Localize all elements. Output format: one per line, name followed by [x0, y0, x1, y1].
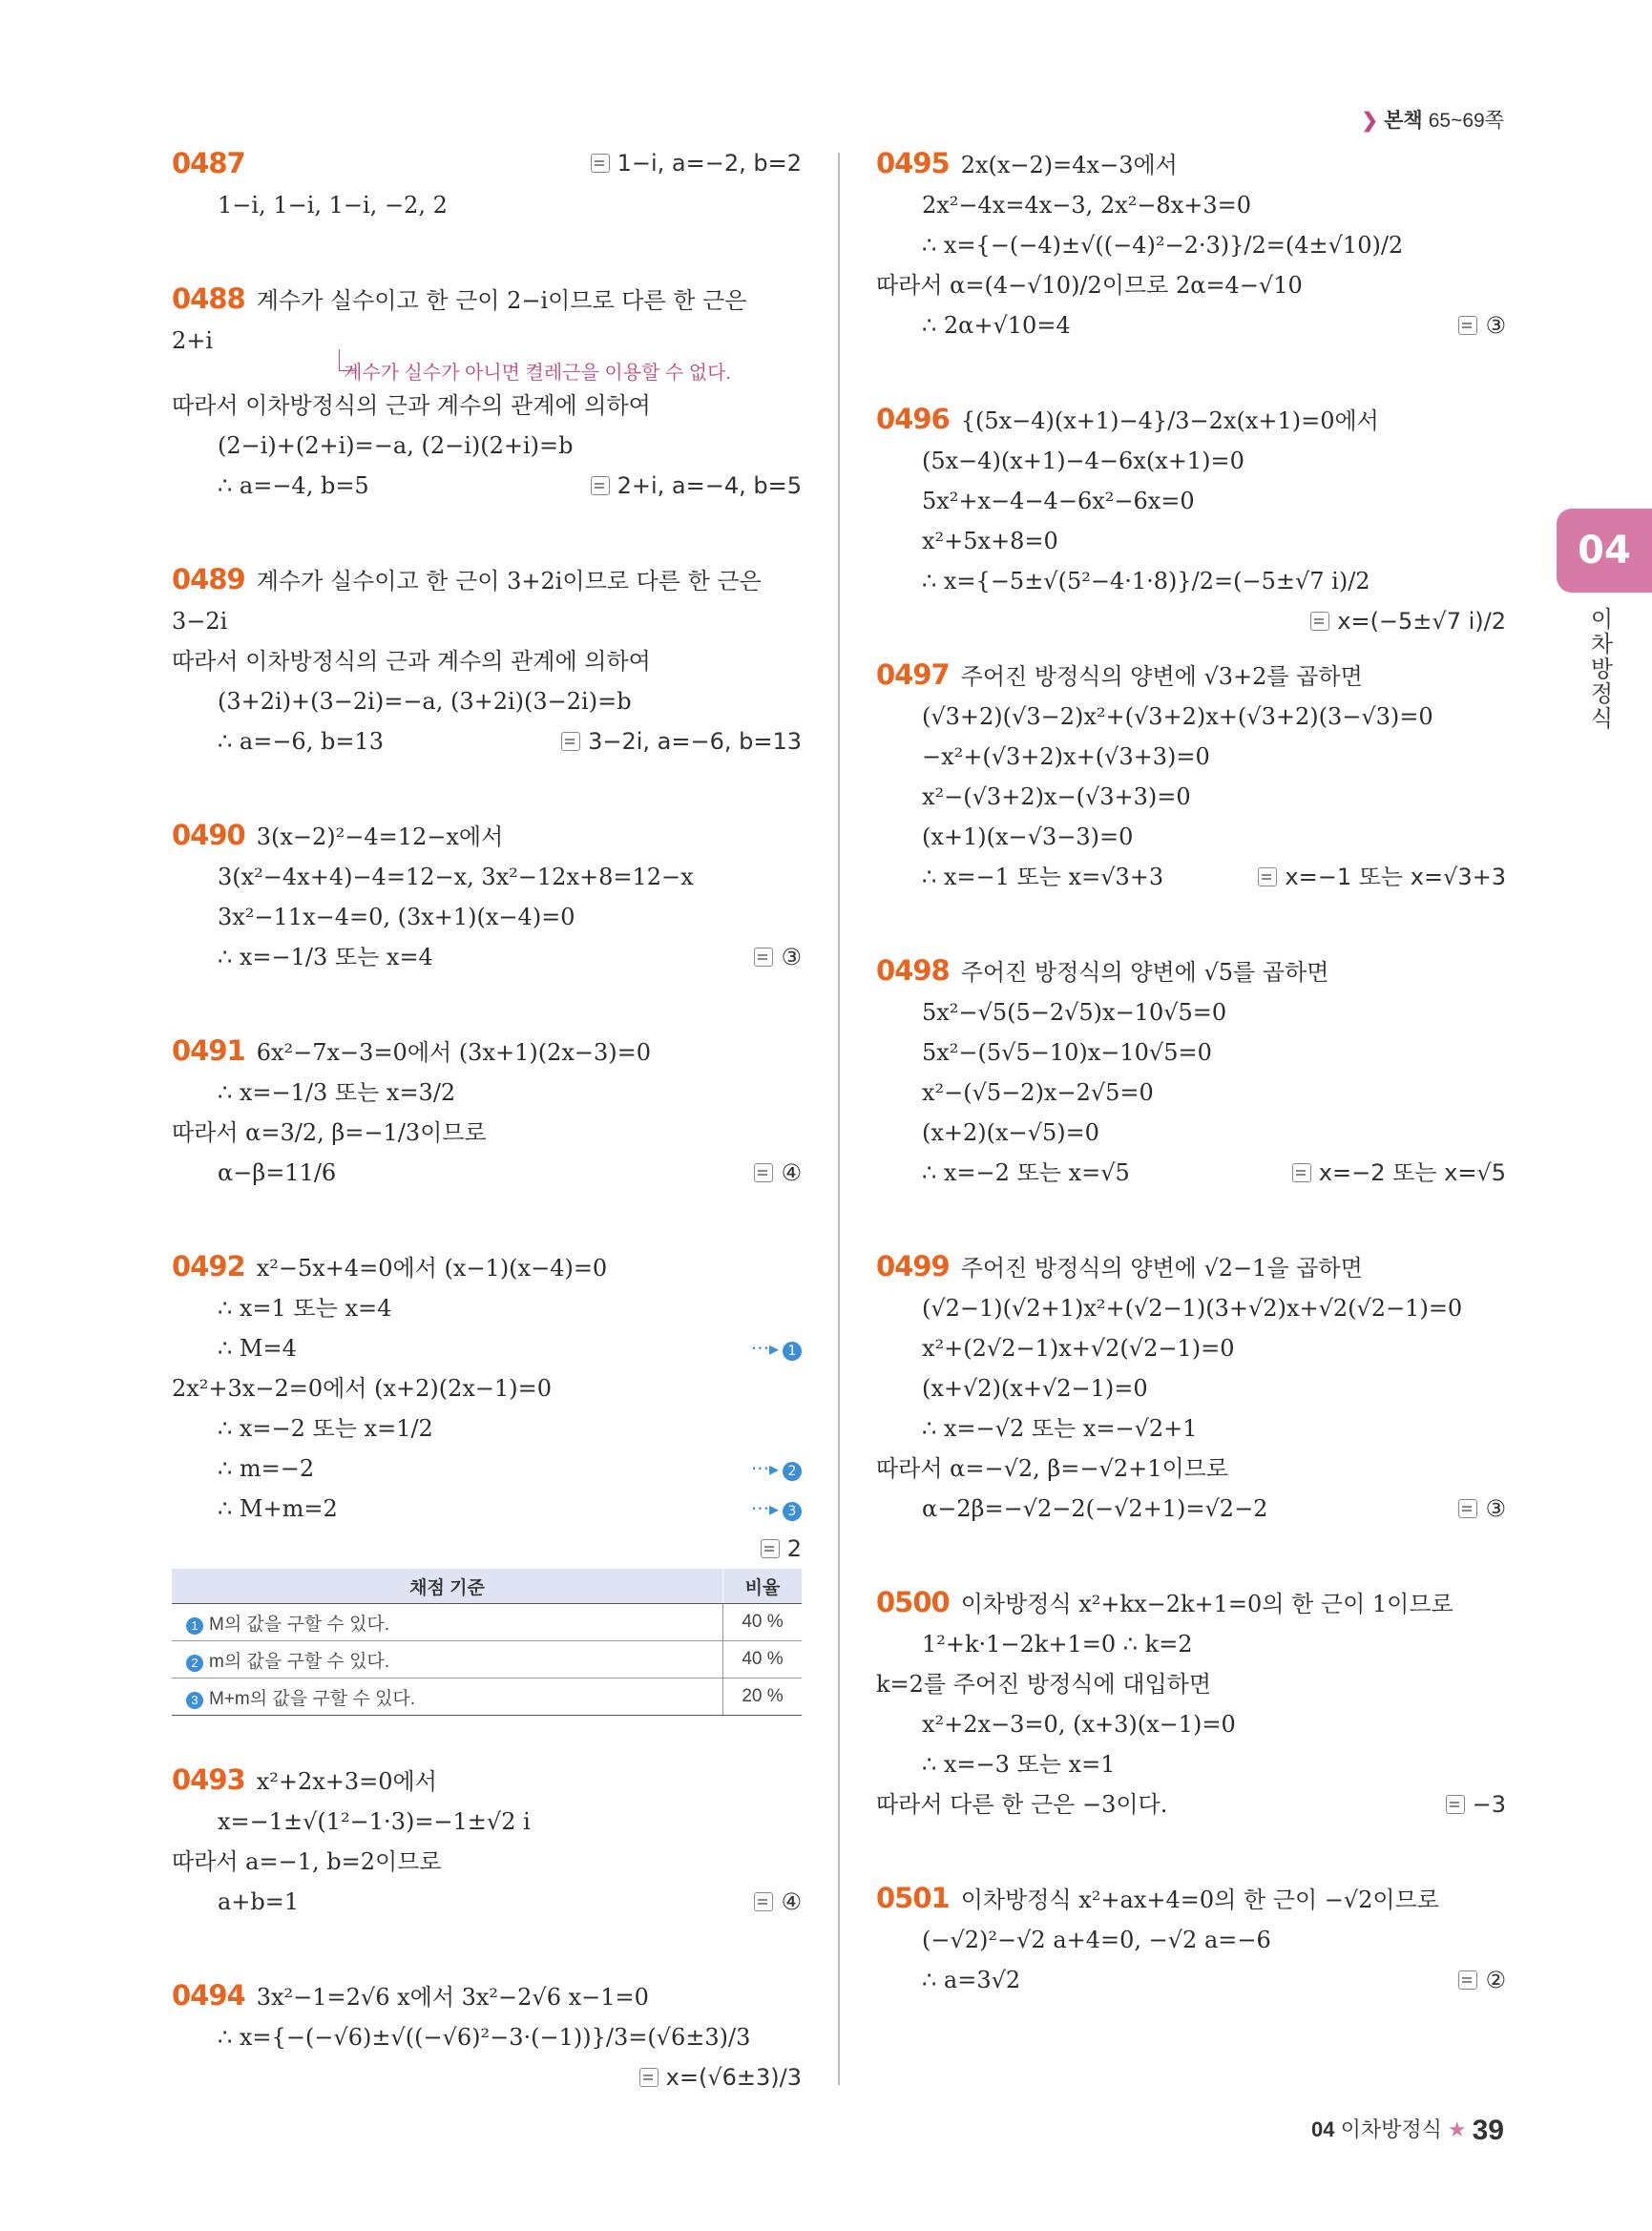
scoring-row — [172, 1604, 802, 1641]
line-text: (√2−1)(√2+1)x²+(√2−1)(3+√2)x+√2(√2−1)=0 — [922, 1295, 1463, 1322]
answer-text: 2+i, a=−4, b=5 — [617, 472, 802, 499]
answer-mark-icon — [1458, 1499, 1477, 1518]
solution-line — [172, 681, 802, 721]
solution-line — [876, 1032, 1506, 1073]
answer-mark-icon — [1292, 1163, 1311, 1182]
problem-number: 0498 — [876, 954, 950, 987]
answer-text: ② — [1485, 1967, 1506, 1993]
line-text: 1−i, 1−i, 1−i, −2, 2 — [218, 192, 448, 219]
answer-mark-icon — [754, 1892, 773, 1911]
line-text: ∴ x=−1/3 또는 x=3/2 — [218, 1079, 456, 1106]
answer-mark-icon — [561, 732, 580, 751]
line-text: 3(x²−4x+4)−4=12−x, 3x²−12x+8=12−x — [218, 864, 694, 890]
line-text: ∴ x=−2 또는 x=1/2 — [218, 1415, 433, 1442]
solution-line — [172, 1073, 802, 1113]
step-marker: ···▸ 1 — [751, 1328, 802, 1368]
answer — [639, 2057, 802, 2097]
line-text: ∴ x={−(−4)±√((−4)²−2·3)}/2=(4±√10)/2 — [922, 232, 1404, 259]
solution-line — [172, 857, 802, 897]
problem-0489 — [172, 559, 802, 761]
scoring-ratio: 40 % — [723, 1641, 803, 1678]
line-text: 2+i — [172, 327, 214, 354]
line-text: ∴ a=−6, b=13 — [218, 728, 384, 755]
solution-line — [172, 1328, 802, 1368]
step-number: 3 — [783, 1502, 802, 1521]
solution-line — [876, 521, 1506, 561]
solution-line — [876, 1960, 1506, 2000]
scoring-criterion-cell — [172, 1641, 723, 1678]
solution-line — [876, 1328, 1506, 1368]
line-text: ∴ M=4 — [218, 1335, 297, 1362]
answer-mark-icon — [1458, 316, 1477, 335]
solution-line — [172, 426, 802, 466]
scoring-criterion: M+m의 값을 구할 수 있다. — [209, 1688, 415, 1709]
solution-line — [876, 950, 1506, 992]
problem-0499 — [876, 1246, 1506, 1529]
answer-mark-icon — [639, 2068, 659, 2087]
answer — [754, 1153, 802, 1193]
solution-line — [172, 1760, 802, 1802]
line-text: 2x(x−2)=4x−3에서 — [960, 152, 1178, 178]
line-text: ∴ M+m=2 — [218, 1495, 338, 1522]
page-number: 39 — [1472, 2115, 1504, 2146]
chevron-right-icon: ❯ — [1361, 110, 1379, 132]
solution-line — [876, 1582, 1506, 1624]
answer-text: ③ — [1485, 1495, 1506, 1522]
solution-line — [876, 561, 1506, 601]
line-text: α−2β=−√2−2(−√2+1)=√2−2 — [922, 1495, 1268, 1522]
left-column — [172, 143, 802, 2111]
problem-0496 — [876, 399, 1506, 635]
page-footer — [1311, 2114, 1504, 2147]
answer-text: ③ — [1485, 312, 1506, 339]
line-text: 따라서 α=−√2, β=−√2+1이므로 — [876, 1455, 1229, 1482]
solution-line — [876, 857, 1506, 897]
solution-line — [172, 185, 802, 225]
solution-line — [876, 1408, 1506, 1449]
answer — [591, 466, 802, 506]
problem-0497 — [876, 655, 1506, 897]
solution-line — [876, 143, 1506, 185]
page-reference — [1362, 105, 1504, 134]
solution-line — [876, 1489, 1506, 1529]
answer-text: ④ — [781, 1159, 802, 1186]
answer — [591, 143, 802, 183]
right-column — [876, 143, 1506, 2054]
line-text: ∴ 2α+√10=4 — [922, 312, 1071, 339]
problem-number: 0495 — [876, 147, 950, 179]
problem-number: 0500 — [876, 1586, 950, 1618]
answer — [1458, 1960, 1506, 2000]
problem-number: 0496 — [876, 403, 950, 435]
step-number: 3 — [186, 1692, 203, 1709]
scoring-criterion-cell — [172, 1604, 723, 1641]
answer-mark-icon — [1310, 612, 1329, 631]
line-text: 3(x−2)²−4=12−x에서 — [256, 824, 504, 850]
problem-number: 0501 — [876, 1882, 950, 1914]
line-text: 따라서 α=3/2, β=−1/3이므로 — [172, 1119, 487, 1146]
line-text: 이차방정식 x²+ax+4=0의 한 근이 −√2이므로 — [960, 1887, 1439, 1913]
line-text: 3x²−11x−4=0, (3x+1)(x−4)=0 — [218, 904, 575, 930]
answer — [1458, 305, 1506, 345]
solution-line — [876, 737, 1506, 777]
problem-number: 0499 — [876, 1250, 950, 1282]
answer-text: ④ — [781, 1888, 802, 1915]
solution-line — [172, 1975, 802, 2017]
line-text: ∴ x=−2 또는 x=√5 — [922, 1159, 1130, 1186]
chapter-tab[interactable]: 04 — [1557, 509, 1652, 593]
solution-line — [172, 1882, 802, 1922]
page-ref-label: 본책 — [1384, 110, 1423, 132]
problem-number: 0491 — [172, 1034, 245, 1067]
problem-0490 — [172, 815, 802, 977]
answer-text: −3 — [1472, 1791, 1506, 1818]
solution-line — [876, 1920, 1506, 1960]
solution-line — [172, 897, 802, 937]
scoring-ratio: 40 % — [723, 1604, 803, 1641]
scoring-header-criterion: 채점 기준 — [172, 1569, 723, 1604]
line-text: {(5x−4)(x+1)−4}/3−2x(x+1)=0에서 — [960, 407, 1379, 434]
problem-0487 — [172, 143, 802, 225]
solution-line — [876, 1073, 1506, 1113]
line-text: 계수가 실수이고 한 근이 2−i이므로 다른 한 근은 — [256, 287, 747, 314]
chapter-tab-title: 이차방정식 — [1586, 607, 1612, 731]
problem-number: 0497 — [876, 658, 950, 691]
solution-line — [172, 466, 802, 506]
solution-line — [172, 1031, 802, 1073]
line-text: x²−(√5−2)x−2√5=0 — [922, 1079, 1154, 1106]
line-text: 1²+k·1−2k+1=0 ∴ k=2 — [922, 1631, 1193, 1658]
scoring-row — [172, 1678, 802, 1716]
column-divider — [838, 153, 840, 2085]
footer-chapter-title: 이차방정식 — [1340, 2117, 1442, 2141]
line-text: 3−2i — [172, 608, 228, 635]
solution-line — [172, 721, 802, 761]
answer-mark-icon — [591, 476, 610, 495]
answer — [1310, 601, 1506, 641]
line-text: ∴ a=3√2 — [922, 1967, 1021, 1993]
solution-line — [172, 1246, 802, 1288]
solution-line — [172, 601, 802, 641]
solution-line — [876, 697, 1506, 737]
answer — [754, 937, 802, 977]
answer — [561, 721, 802, 761]
solution-line — [172, 2017, 802, 2057]
line-text: (3+2i)+(3−2i)=−a, (3+2i)(3−2i)=b — [218, 688, 632, 715]
solution-line — [876, 1784, 1506, 1824]
problem-0491 — [172, 1031, 802, 1193]
line-text: (√3+2)(√3−2)x²+(√3+2)x+(√3+2)(3−√3)=0 — [922, 703, 1433, 730]
scoring-ratio: 20 % — [723, 1678, 803, 1716]
solution-line — [172, 1113, 802, 1153]
solution-line — [876, 1368, 1506, 1408]
line-text: ∴ x=−1 또는 x=√3+3 — [922, 864, 1164, 890]
solution-line — [172, 1153, 802, 1193]
solution-line — [172, 641, 802, 681]
answer-text: x=−2 또는 x=√5 — [1318, 1159, 1506, 1186]
solution-line — [876, 225, 1506, 265]
problem-number: 0493 — [172, 1763, 245, 1796]
solution-line — [876, 1624, 1506, 1664]
problem-0493 — [172, 1760, 802, 1922]
solution-line — [876, 441, 1506, 481]
line-text: ∴ m=−2 — [218, 1455, 315, 1482]
solution-line — [876, 305, 1506, 345]
solution-line — [172, 1802, 802, 1842]
solution-line — [172, 143, 802, 185]
problem-0494 — [172, 1975, 802, 2091]
problem-0488 — [172, 279, 802, 506]
step-marker: ···▸ 2 — [751, 1449, 802, 1489]
problem-0495 — [876, 143, 1506, 345]
answer-mark-icon — [1458, 1970, 1477, 1990]
line-text: (2−i)+(2+i)=−a, (2−i)(2+i)=b — [218, 432, 574, 459]
line-text: 따라서 다른 한 근은 −3이다. — [876, 1791, 1168, 1818]
answer — [1258, 857, 1506, 897]
solution-line — [172, 815, 802, 857]
line-text: 5x²−(5√5−10)x−10√5=0 — [922, 1039, 1212, 1066]
solution-line — [172, 559, 802, 601]
solution-line — [172, 1842, 802, 1882]
answer-text: x=(√6±3)/3 — [665, 2064, 802, 2091]
solution-line — [876, 1113, 1506, 1153]
line-text: x²+(2√2−1)x+√2(√2−1)=0 — [922, 1335, 1235, 1362]
solution-line — [876, 399, 1506, 441]
line-text: ∴ a=−4, b=5 — [218, 472, 369, 499]
solution-line — [172, 1449, 802, 1489]
answer — [1446, 1784, 1506, 1824]
solution-line — [876, 1744, 1506, 1784]
line-text: −x²+(√3+2)x+(√3+3)=0 — [922, 743, 1210, 770]
solution-line — [876, 817, 1506, 857]
line-text: ∴ x={−(−√6)±√((−√6)²−3·(−1))}/3=(√6±3)/3 — [218, 2024, 751, 2051]
answer — [754, 1882, 802, 1922]
solution-line — [876, 992, 1506, 1032]
problem-number: 0492 — [172, 1250, 245, 1282]
line-text: 따라서 a=−1, b=2이므로 — [172, 1848, 442, 1875]
step-number: 1 — [186, 1617, 203, 1635]
line-text: x²−5x+4=0에서 (x−1)(x−4)=0 — [256, 1255, 608, 1282]
solution-line — [876, 777, 1506, 817]
line-text: x=−1±√(1²−1·3)=−1±√2 i — [218, 1808, 531, 1835]
problem-0498 — [876, 950, 1506, 1193]
step-number: 2 — [186, 1655, 203, 1672]
line-text: 주어진 방정식의 양변에 √3+2를 곱하면 — [960, 663, 1363, 690]
solution-line — [172, 1408, 802, 1449]
answer-text: ③ — [781, 944, 802, 970]
footer-chapter-number: 04 — [1311, 2117, 1335, 2141]
scoring-criterion-cell — [172, 1678, 723, 1716]
line-text: x²+2x−3=0, (x+3)(x−1)=0 — [922, 1711, 1236, 1738]
scoring-criterion: m의 값을 구할 수 있다. — [209, 1651, 390, 1672]
solution-line — [172, 1288, 802, 1328]
line-text: k=2를 주어진 방정식에 대입하면 — [876, 1671, 1212, 1698]
solution-line — [172, 321, 802, 361]
solution-line — [172, 937, 802, 977]
line-text: 이차방정식 x²+kx−2k+1=0의 한 근이 1이므로 — [960, 1591, 1453, 1617]
solution-line — [876, 1288, 1506, 1328]
scoring-table — [172, 1569, 802, 1716]
step-number: 1 — [783, 1342, 802, 1361]
solution-line — [876, 1246, 1506, 1288]
line-text: α−β=11/6 — [218, 1159, 337, 1186]
line-text: 따라서 이차방정식의 근과 계수의 관계에 의하여 — [172, 392, 651, 419]
line-text: (x+√2)(x+√2−1)=0 — [922, 1375, 1148, 1402]
line-text: (−√2)²−√2 a+4=0, −√2 a=−6 — [922, 1927, 1271, 1953]
answer — [1292, 1153, 1506, 1193]
line-text: ∴ x=1 또는 x=4 — [218, 1295, 392, 1322]
line-text: 주어진 방정식의 양변에 √2−1을 곱하면 — [960, 1255, 1363, 1282]
step-number: 2 — [783, 1462, 802, 1481]
step-marker: ···▸ 3 — [751, 1489, 802, 1529]
star-icon: ★ — [1447, 2117, 1467, 2141]
line-text: x²+2x+3=0에서 — [256, 1768, 437, 1795]
hint-annotation: 계수가 실수가 아니면 켤레근을 이용할 수 없다. — [172, 361, 802, 386]
line-text: 주어진 방정식의 양변에 √5를 곱하면 — [960, 959, 1329, 986]
line-text: (x+2)(x−√5)=0 — [922, 1119, 1099, 1146]
solution-line — [876, 655, 1506, 697]
solution-line — [876, 1153, 1506, 1193]
line-text: ∴ x=−√2 또는 x=−√2+1 — [922, 1415, 1198, 1442]
line-text: ∴ x=−3 또는 x=1 — [922, 1751, 1116, 1778]
line-text: (x+1)(x−√3−3)=0 — [922, 824, 1134, 850]
problem-0492 — [172, 1246, 802, 1562]
answer-text: 2 — [786, 1535, 802, 1562]
line-text: (5x−4)(x+1)−4−6x(x+1)=0 — [922, 448, 1244, 474]
problem-number: 0489 — [172, 563, 245, 595]
answer-text: x=(−5±√7 i)/2 — [1337, 608, 1506, 635]
solution-line — [172, 1489, 802, 1529]
answer-text: 3−2i, a=−6, b=13 — [588, 728, 802, 755]
solution-line — [876, 1704, 1506, 1744]
line-text: 5x²+x−4−4−6x²−6x=0 — [922, 488, 1195, 514]
answer-text: 1−i, a=−2, b=2 — [617, 150, 802, 177]
line-text: 따라서 이차방정식의 근과 계수의 관계에 의하여 — [172, 648, 651, 675]
answer — [1458, 1489, 1506, 1529]
problem-number: 0487 — [172, 147, 245, 179]
solution-line — [876, 481, 1506, 521]
scoring-criterion: M의 값을 구할 수 있다. — [209, 1614, 390, 1635]
answer-mark-icon — [754, 948, 773, 967]
solution-line — [876, 1664, 1506, 1704]
solution-line — [876, 1878, 1506, 1920]
line-text: x²−(√3+2)x−(√3+3)=0 — [922, 783, 1191, 810]
answer — [761, 1529, 802, 1569]
line-text: 계수가 실수이고 한 근이 3+2i이므로 다른 한 근은 — [256, 568, 762, 594]
answer-mark-icon — [754, 1163, 773, 1182]
line-text: 5x²−√5(5−2√5)x−10√5=0 — [922, 999, 1227, 1026]
line-text: ∴ x={−5±√(5²−4·1·8)}/2=(−5±√7 i)/2 — [922, 568, 1370, 594]
solution-line — [876, 1449, 1506, 1489]
scoring-header-ratio: 비율 — [723, 1569, 803, 1604]
solution-line — [172, 386, 802, 426]
line-text: 6x²−7x−3=0에서 (3x+1)(2x−3)=0 — [256, 1039, 652, 1066]
problem-number: 0490 — [172, 819, 245, 851]
answer-mark-icon — [1446, 1795, 1465, 1814]
problem-number: 0494 — [172, 1979, 245, 2012]
line-text: a+b=1 — [218, 1888, 300, 1915]
line-text: ∴ x=−1/3 또는 x=4 — [218, 944, 433, 970]
problem-0500 — [876, 1582, 1506, 1824]
line-text: 2x²+3x−2=0에서 (x+2)(2x−1)=0 — [172, 1375, 553, 1402]
line-text: 3x²−1=2√6 x에서 3x²−2√6 x−1=0 — [256, 1984, 649, 2011]
line-text: 2x²−4x=4x−3, 2x²−8x+3=0 — [922, 192, 1251, 219]
solution-line — [172, 1368, 802, 1408]
line-text: x²+5x+8=0 — [922, 528, 1058, 554]
solution-line — [172, 279, 802, 321]
line-text: 따라서 α=(4−√10)/2이므로 2α=4−√10 — [876, 272, 1303, 299]
scoring-row — [172, 1641, 802, 1678]
answer-text: x=−1 또는 x=√3+3 — [1285, 864, 1506, 890]
page-ref-range: 65~69쪽 — [1428, 110, 1504, 132]
answer-mark-icon — [1258, 867, 1277, 886]
problem-0501 — [876, 1878, 1506, 2000]
answer-mark-icon — [591, 154, 610, 173]
problem-number: 0488 — [172, 282, 245, 315]
solution-line — [876, 185, 1506, 225]
answer-mark-icon — [761, 1539, 780, 1558]
solution-line — [876, 265, 1506, 305]
